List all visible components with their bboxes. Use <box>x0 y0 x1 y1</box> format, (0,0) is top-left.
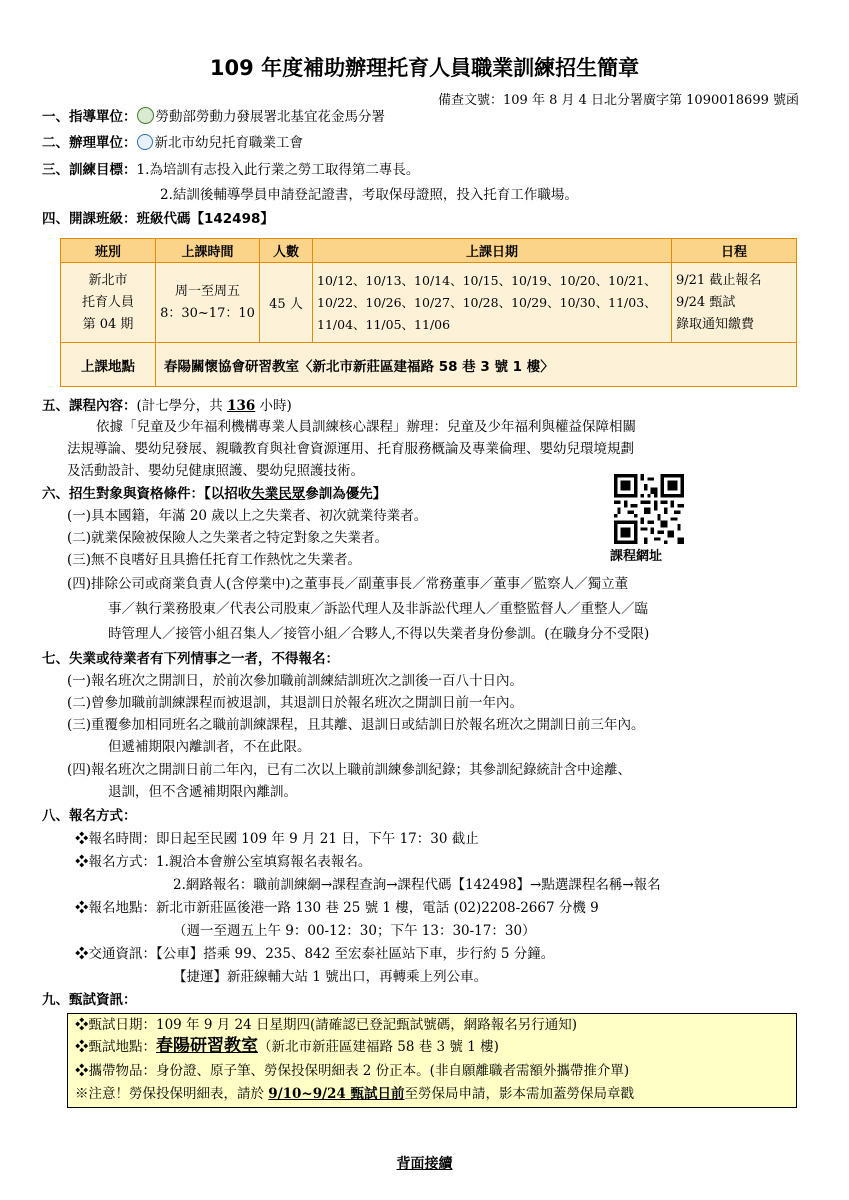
schedule-cell <box>672 263 797 343</box>
schedule-line: 9/21 截止報名 <box>676 272 762 288</box>
location-label: 上課地點 <box>61 343 156 387</box>
section-1-head: 一、指導單位： <box>42 109 137 125</box>
restriction-item: (三)重覆參加相同班名之職前訓練課程，且其離、退訓日或結訓日於報名班次之開訓日前三年內。 <box>67 717 645 733</box>
restriction-item: (二)曾參加職前訓練課程而被退訓，其退訓日於報名班次之開訓日前一年內。 <box>67 695 524 711</box>
section-9-head <box>42 991 137 1009</box>
exam-location <box>75 1037 499 1056</box>
section-1-text: 勞動部勞動力發展署北基宜花金馬分署 <box>155 109 385 125</box>
location-value: 春陽關懷協會研習教室〈新北市新莊區建福路 58 巷 3 號 1 樓〉 <box>156 343 797 387</box>
eligibility-item: 事／執行業務股東／代表公司股東／訴訟代理人及非訴訟代理人／重整監督人／重整人／臨 <box>108 601 648 617</box>
eligibility-item: (一)具本國籍，年滿 20 歲以上之失業者、初次就業待業者。 <box>67 508 428 524</box>
section-6-head: 六、招生對象與資格條件： <box>42 486 204 502</box>
class-code: 班級代碼【142498】 <box>136 211 274 227</box>
credit-pre: (計七學分，共 <box>136 398 228 414</box>
eligibility-item: 時管理人／接管小組召集人／接管小組／合夥人,不得以失業者身份參訓。(在職身分不受限) <box>108 626 650 642</box>
credit-hours: 136 <box>227 398 256 414</box>
section-7-head <box>42 650 339 668</box>
restriction-item: 但遞補期限內離訓者，不在此限。 <box>108 739 311 755</box>
time-cell <box>156 263 260 343</box>
schedule-line: 錄取通知繳費 <box>676 316 755 332</box>
schedule-line: 9/24 甄試 <box>676 294 736 310</box>
section-1 <box>42 107 385 126</box>
table-header: 日程 <box>672 239 797 263</box>
registration-line: ❖報名地點：新北市新莊區後港一路 130 巷 25 號 1 樓，電話 (02)2208-2667 分機 9 <box>75 900 599 916</box>
section-2-head: 二、辦理單位： <box>42 135 137 151</box>
count-cell: 45 人 <box>260 263 313 343</box>
exam-items: ❖攜帶物品：身份證、原子筆、勞保投保明細表 2 份正本。(非自願離職者需額外攜帶推介單) <box>75 1063 630 1079</box>
table-header: 上課日期 <box>313 239 672 263</box>
note-pre: 【以招收 <box>204 486 252 502</box>
restriction-item: (四)報名班次之開訓日前二年內，已有二次以上職前訓練參訓紀錄；其參訓紀錄統計含中途離、 <box>67 762 632 778</box>
time-line: 周一至周五 <box>174 283 240 299</box>
section-9-head-text: 九、甄試資訊： <box>42 992 137 1008</box>
section-5-head: 五、課程內容： <box>42 398 137 414</box>
qr-code-label: 課程網址 <box>610 549 663 564</box>
time-line: 8：30~17：10 <box>160 305 255 321</box>
union-logo-icon <box>137 134 153 150</box>
dates-line: 10/22、10/26、10/27、10/28、10/29、10/30、11/03、 <box>317 294 657 310</box>
section-2-text: 新北市幼兒托育職業工會 <box>154 135 303 151</box>
section-5-body: 及活動設計、嬰幼兒健康照護、嬰幼兒照護技術。 <box>67 463 364 479</box>
section-5-body: 法規導論、嬰幼兒發展、親職教育與社會資源運用、托育服務概論及專業倫理、嬰幼兒環境規劃 <box>67 441 634 457</box>
registration-line: 2.網路報名：職前訓練網→課程查詢→課程代碼【142498】→點選課程名稱→報名 <box>173 877 661 893</box>
exam-notice <box>75 1085 634 1103</box>
section-3-head: 三、訓練目標： <box>42 162 137 178</box>
notice-post: 至勞保局申請，影本需加蓋勞保局章戳 <box>404 1086 635 1102</box>
course-table <box>60 238 797 387</box>
class-name-line: 新北市 <box>88 272 128 288</box>
section-8-head <box>42 807 137 825</box>
registration-line: （週一至週五上午 9：00-12：30；下午 13：30-17：30） <box>173 923 536 939</box>
section-5-body: 依據「兒童及少年福利機構專業人員訓練核心課程」辦理：兒童及少年福利與權益保障相關 <box>96 419 636 435</box>
section-5 <box>42 397 292 415</box>
eligibility-item: (四)排除公司或商業負責人(含停業中)之董事長／副董事長／常務董事／董事／監察人／獨立董 <box>67 576 629 592</box>
continued-on-back: 背面接續 <box>396 1156 453 1172</box>
restriction-item: 退訓，但不含遞補期限內離訓。 <box>108 784 297 800</box>
table-header: 人數 <box>260 239 313 263</box>
dates-line: 10/12、10/13、10/14、10/15、10/19、10/20、10/21、 <box>317 272 657 288</box>
location-row <box>61 343 797 387</box>
section-3-line-1: 1.為培訓有志投入此行業之勞工取得第二專長。 <box>136 162 420 178</box>
registration-line: 【捷運】新莊線輔大站 1 號出口，再轉乘上列公車。 <box>173 969 488 985</box>
class-name-line: 第 04 期 <box>82 316 134 332</box>
note-underline: 失業民眾 <box>251 486 306 502</box>
dates-line: 11/04、11/05、11/06 <box>317 316 451 332</box>
table-row <box>61 263 797 343</box>
eligibility-item: (二)就業保險被保險人之失業者之特定對象之失業者。 <box>67 530 389 546</box>
exam-location-label: ❖甄試地點： <box>75 1039 156 1055</box>
reference-number: 備查文號：109 年 8 月 4 日北分署廣字第 1090018699 號函 <box>438 93 799 108</box>
class-name-cell <box>61 263 156 343</box>
registration-line: ❖交通資訊：【公車】搭乘 99、235、842 至宏泰社區站下車，步行約 5 分鐘。 <box>75 946 555 962</box>
section-3-line-2: 2.結訓後輔導學員申請登記證書，考取保母證照，投入托育工作職場。 <box>160 187 578 203</box>
exam-date: ❖甄試日期：109 年 9 月 24 日星期四(請確認已登記甄試號碼，網路報名另行通知) <box>75 1017 578 1033</box>
ministry-logo-icon <box>137 107 154 124</box>
table-header: 上課時間 <box>156 239 260 263</box>
table-header-row <box>61 239 797 263</box>
credit-post: 小時) <box>255 398 292 414</box>
page-title: 109 年度補助辦理托育人員職業訓練招生簡章 <box>209 56 640 80</box>
notice-deadline: 9/10~9/24 甄試日前 <box>268 1086 405 1102</box>
restriction-item: (一)報名班次之開訓日，於前次參加職前訓練結訓班次之訓後一百八十日內。 <box>67 673 524 689</box>
notice-pre: ※注意！勞保投保明細表，請於 <box>75 1086 269 1102</box>
exam-location-name: 春陽研習教室 <box>156 1036 258 1056</box>
registration-line: ❖報名時間：即日起至民國 109 年 9 月 21 日，下午 17：30 截止 <box>75 831 479 847</box>
section-8-head-text: 八、報名方式： <box>42 808 137 824</box>
eligibility-item: (三)無不良嗜好且具擔任托育工作熱忱之失業者。 <box>67 552 362 568</box>
registration-line: ❖報名方式：1.親洽本會辦公室填寫報名表報名。 <box>75 854 372 870</box>
section-3 <box>42 161 419 179</box>
section-6 <box>42 485 386 503</box>
section-2 <box>42 134 303 152</box>
note-post: 參訓為優先】 <box>305 486 387 502</box>
qr-code-icon[interactable] <box>614 474 684 544</box>
class-name-line: 托育人員 <box>81 294 134 310</box>
section-4 <box>42 210 274 228</box>
section-4-head: 四、開課班級： <box>42 211 137 227</box>
exam-location-address: （新北市新莊區建福路 58 巷 3 號 1 樓) <box>258 1039 499 1055</box>
dates-cell <box>313 263 672 343</box>
section-7-head-text: 七、失業或待業者有下列情事之一者，不得報名： <box>42 651 339 667</box>
table-header: 班別 <box>61 239 156 263</box>
